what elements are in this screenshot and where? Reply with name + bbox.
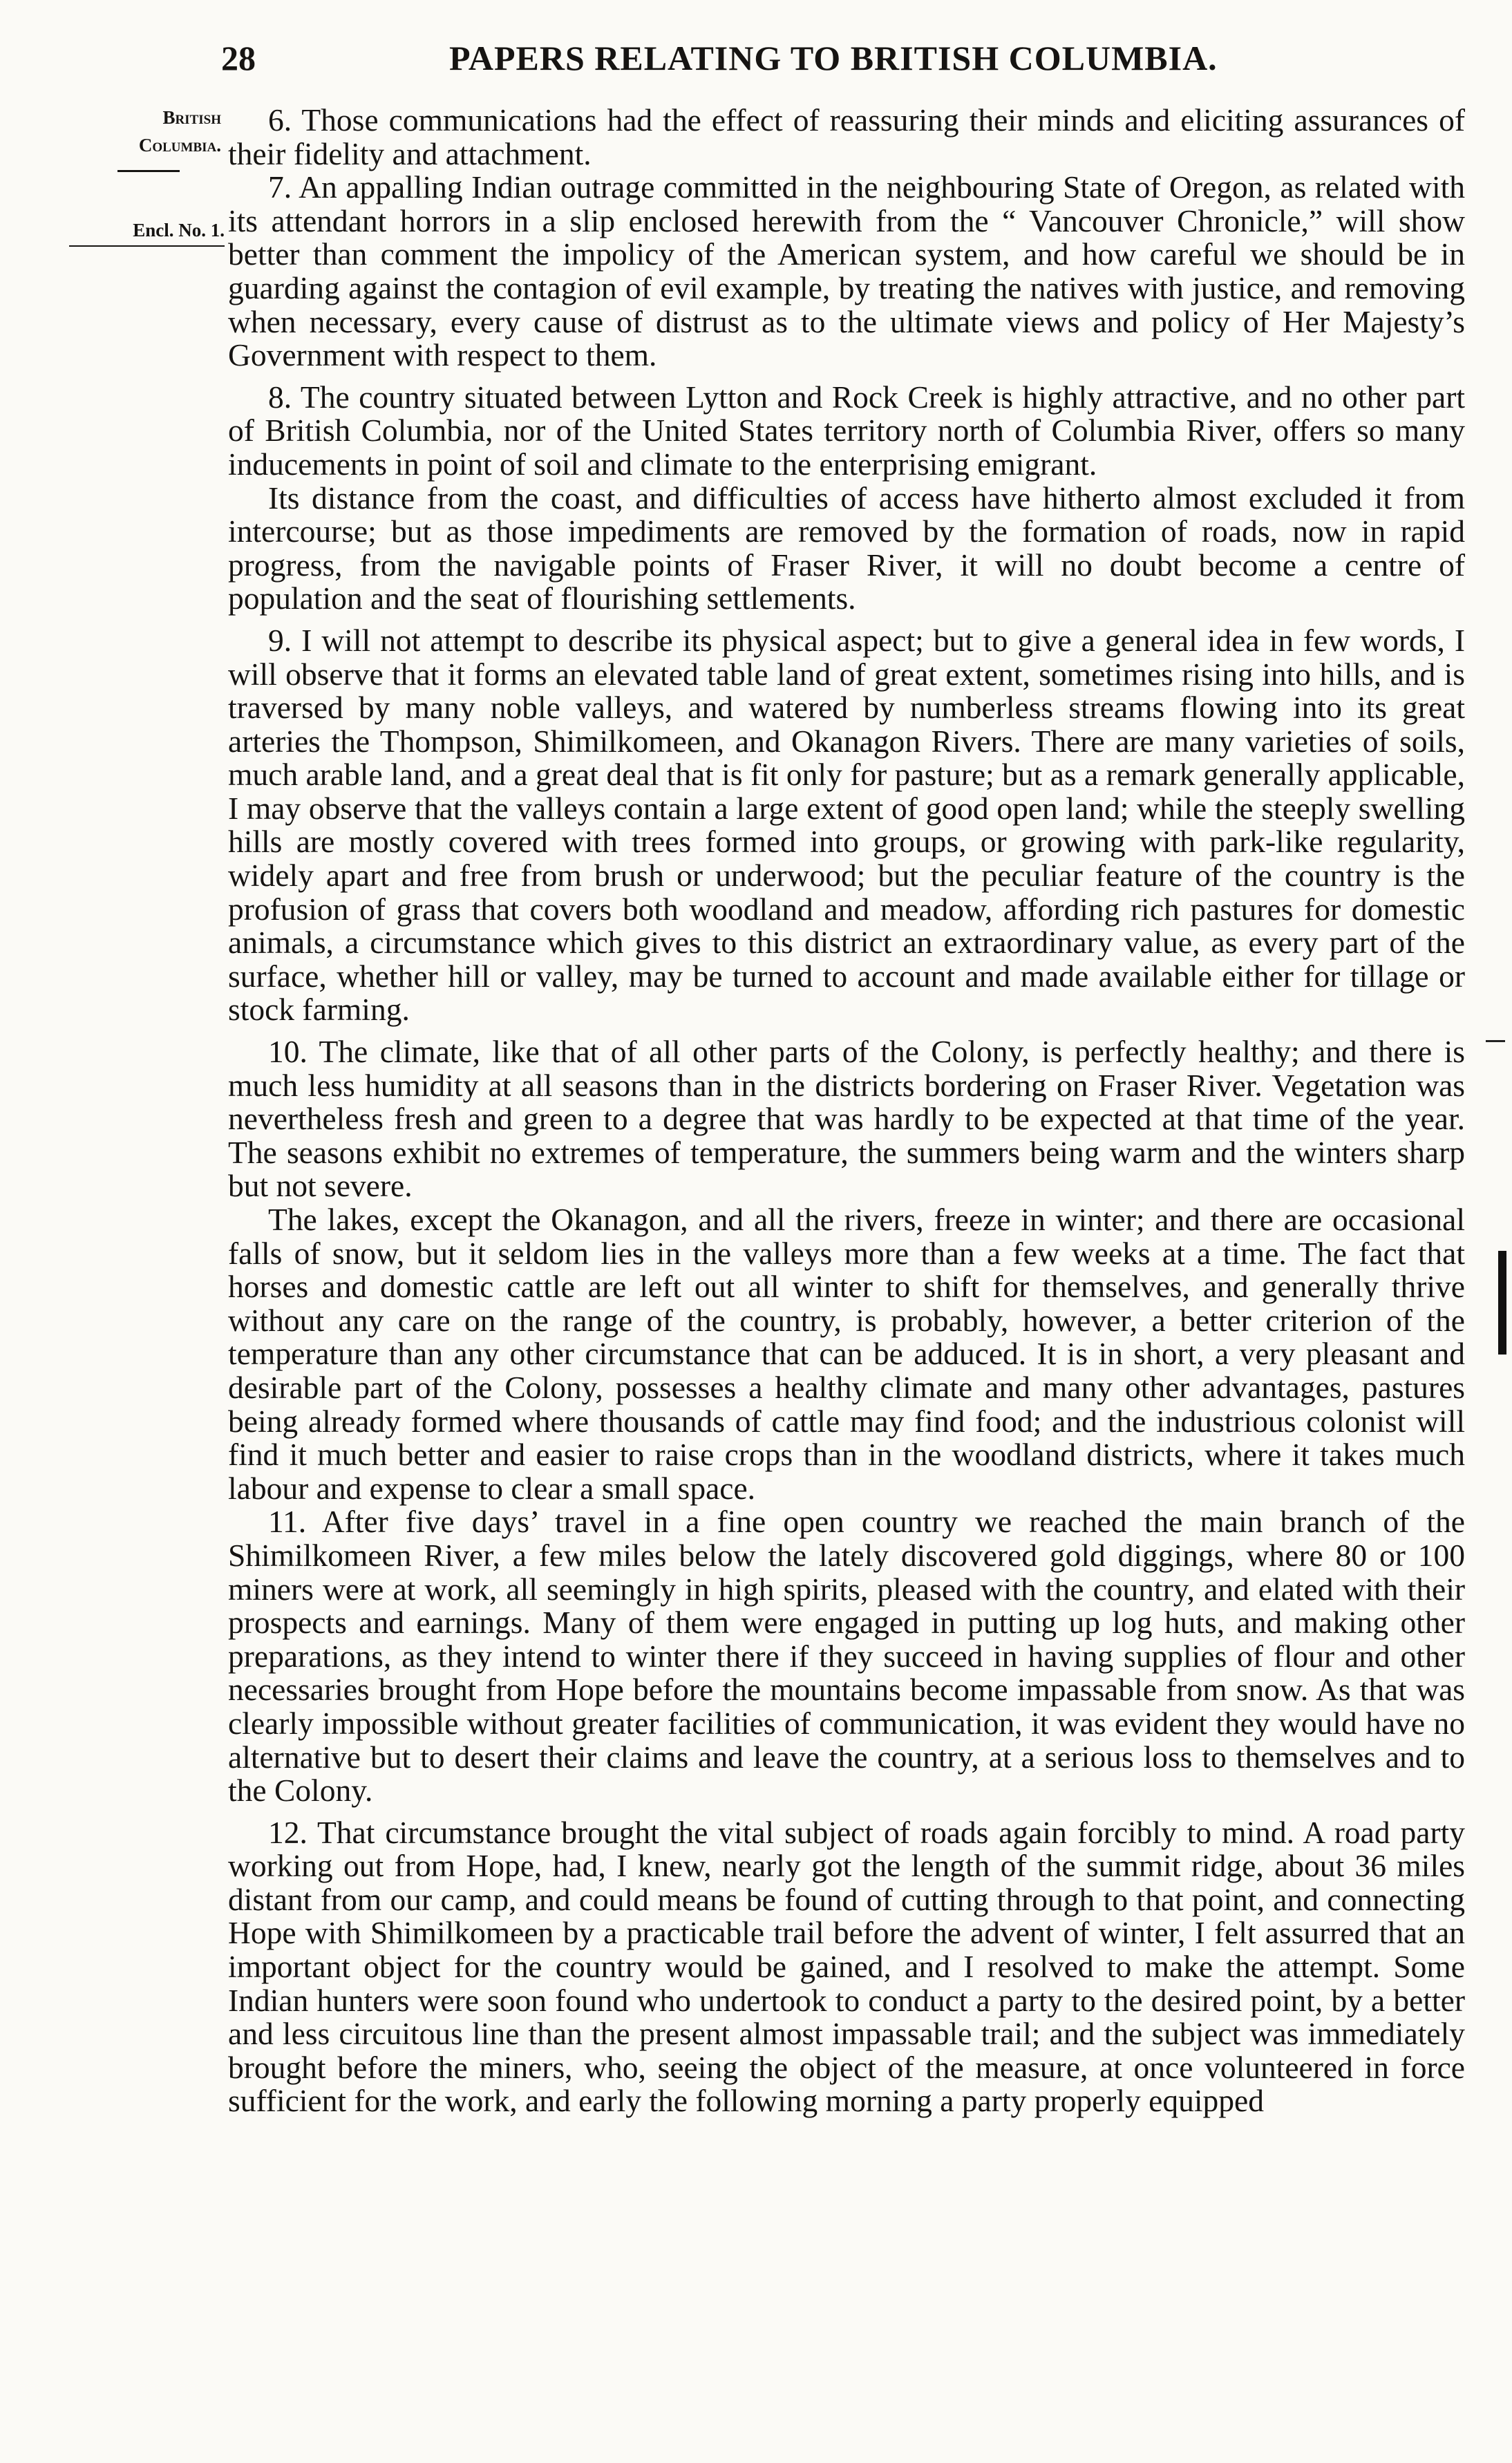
paragraph-6: 6. Those communications had the effect of reassuring their minds and eliciting assurances of their fidelity and attachment.	[228, 102, 1465, 171]
scan-dash-mark	[1486, 1040, 1505, 1042]
enclosure-note-underline	[69, 245, 225, 247]
enclosure-note-wrap	[69, 220, 225, 247]
side-caption-line1: British	[162, 107, 221, 128]
paragraph-8-continued: Its distance from the coast, and difficulties of access have hitherto almost excluded it from intercourse; but as those impediments are removed by the formation of roads, now in rapid progress, from the navigable points of Fraser River, it will no doubt become a centre of population and the seat of flourishing settlements.	[228, 480, 1465, 616]
paragraph-10: 10. The climate, like that of all other parts of the Colony, is perfectly healthy; and there is much less humidity at all seasons than in the districts bordering on Fraser River. Vegetation was nevertheless fresh and green to a degree that was hardly to be expected at that time of the year. The seasons exhibit no extremes of temperature, the summers being warm and the winters sharp but not severe.	[228, 1034, 1465, 1204]
running-title: PAPERS RELATING TO BRITISH COLUMBIA.	[449, 39, 1218, 77]
page-header	[221, 38, 1458, 79]
page-number: 28	[221, 39, 256, 77]
body-text	[228, 104, 1465, 2118]
side-caption-line2: Columbia.	[138, 135, 221, 155]
scan-edge-mark	[1498, 1251, 1506, 1355]
side-caption-rule	[117, 170, 180, 172]
paragraph-10-continued: The lakes, except the Okanagon, and all the rivers, freeze in winter; and there are occasional falls of snow, but it seldom lies in the valleys more than a few weeks at a time. The fact that horses and domestic cattle are left out all winter to shift for themselves, and generally thrive without any care on the range of the country, is probably, however, a better criterion of the temperature than any other circumstance that can be adduced. It is in short, a very pleasant and desirable part of the Colony, possesses a healthy climate and many other advantages, pastures being already formed where thousands of cattle may find food; and the industrious colonist will find it much better and easier to raise crops than in the woodland districts, where it takes much labour and expense to clear a small space.	[228, 1202, 1465, 1506]
enclosure-note: Encl. No. 1.	[133, 220, 225, 240]
paragraph-7: 7. An appalling Indian outrage committed in the neighbouring State of Oregon, as related with its attendant horrors in a slip enclosed herewith from the “ Vancouver Chronicle,” will show better than comment the impolicy of the American system, and how careful we should be in guarding against the contagion of evil example, by treating the natives with justice, and removing when necessary, every cause of distrust as to the ultimate views and policy of Her Majesty’s Government with respect to them.	[228, 169, 1465, 373]
paragraph-8: 8. The country situated between Lytton and Rock Creek is highly attractive, and no other part of British Columbia, nor of the United States territory north of Columbia River, offers so many inducements in point of soil and climate to the enterprising emigrant.	[228, 379, 1465, 482]
margin-notes	[69, 104, 221, 172]
paragraph-12: 12. That circumstance brought the vital subject of roads again forcibly to mind. A road party working out from Hope, had, I knew, nearly got the length of the summit ridge, about 36 miles distant from our camp, and could means be found of cutting through to that point, and connecting Hope with Shimilkomeen by a practicable trail before the advent of winter, I felt assurred that an important object for the country would be gained, and I resolved to make the attempt. Some Indian hunters were soon found who undertook to conduct a party to the desired point, by a better and less circuitous line than the present almost impassable trail; and the subject was immediately brought before the miners, who, seeing the object of the measure, at once volunteered in force sufficient for the work, and early the following morning a party properly equipped	[228, 1814, 1465, 2119]
paragraph-11: 11. After five days’ travel in a fine open country we reached the main branch of the Shimilkomeen River, a few miles below the lately discovered gold diggings, where 80 or 100 miners were at work, all seemingly in high spirits, pleased with the country, and elated with their prospects and earnings. Many of them were engaged in putting up log huts, and making other preparations, as they intend to winter there if they succeed in having supplies of flour and other necessaries brought from Hope before the mountains become impassable from snow. As that was clearly impossible without greater facilities of communication, it was evident they would have no alternative but to desert their claims and leave the country, at a serious loss to themselves and to the Colony.	[228, 1504, 1465, 1809]
paragraph-9: 9. I will not attempt to describe its physical aspect; but to give a general idea in few words, I will observe that it forms an elevated table land of great extent, sometimes rising into hills, and is traversed by many noble valleys, and watered by numberless streams flowing into its great arteries the Thompson, Shimilkomeen, and Okanagon Rivers. There are many varieties of soils, much arable land, and a great deal that is fit only for pasture; but as a remark generally applicable, I may observe that the valleys contain a large extent of good open land; while the steeply swelling hills are mostly covered with trees formed into groups, or growing with park-like regularity, widely apart and free from brush or underwood; but the peculiar feature of the country is the profusion of grass that covers both woodland and meadow, affording rich pastures for domestic animals, a circumstance which gives to this district an extraordinary value, as every part of the surface, whether hill or valley, may be turned to account and made available either for tillage or stock farming.	[228, 622, 1465, 1028]
